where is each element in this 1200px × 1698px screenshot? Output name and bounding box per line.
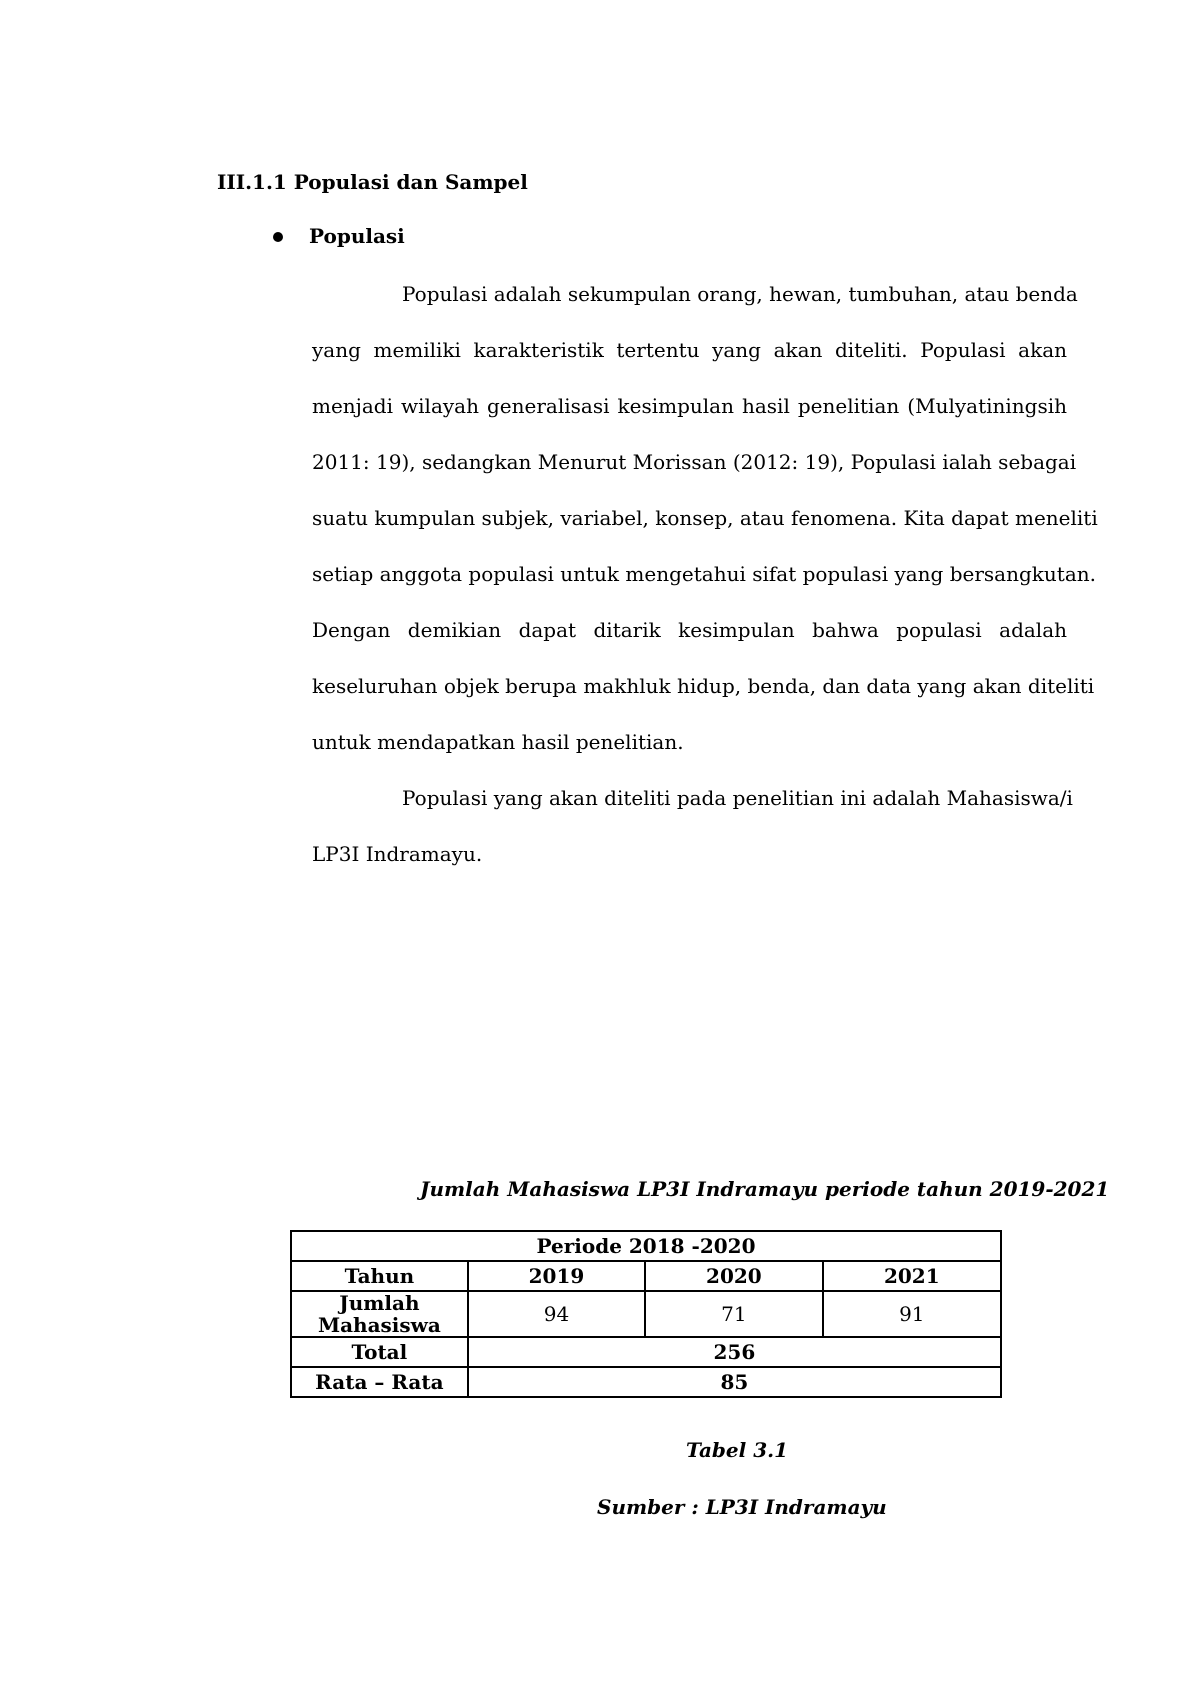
total-label: Total: [291, 1337, 468, 1367]
count-label: Jumlah Mahasiswa: [291, 1291, 468, 1337]
bullet-label: Populasi: [309, 224, 405, 248]
table-row: [291, 1337, 1001, 1367]
section-heading: III.1.1 Populasi dan Sampel: [217, 170, 528, 194]
table-row: [291, 1291, 1001, 1337]
paragraph-line: menjadi wilayah generalisasi kesimpulan hasil penelitian (Mulyatiningsih: [312, 394, 1067, 418]
count-cell: 71: [645, 1291, 822, 1337]
period-header: Periode 2018 -2020: [291, 1231, 1001, 1261]
paragraph-line: Populasi adalah sekumpulan orang, hewan, tumbuhan, atau benda: [402, 282, 1078, 306]
year-cell: 2021: [823, 1261, 1001, 1291]
paragraph-line: LP3I Indramayu.: [312, 842, 483, 866]
table-caption: Tabel 3.1: [686, 1438, 788, 1462]
count-cell: 94: [468, 1291, 645, 1337]
total-value: 256: [468, 1337, 1001, 1367]
source-caption: Sumber : LP3I Indramayu: [597, 1495, 887, 1519]
data-table: [290, 1230, 1002, 1398]
paragraph-line: yang memiliki karakteristik tertentu yang akan diteliti. Populasi akan: [312, 338, 1067, 362]
table-row: [291, 1261, 1001, 1291]
count-cell: 91: [823, 1291, 1001, 1337]
year-cell: 2019: [468, 1261, 645, 1291]
paragraph-line: setiap anggota populasi untuk mengetahui sifat populasi yang bersangkutan.: [312, 562, 1096, 586]
table-row: [291, 1231, 1001, 1261]
bullet-dot-icon: [273, 232, 283, 242]
average-label: Rata – Rata: [291, 1367, 468, 1397]
paragraph-line: untuk mendapatkan hasil penelitian.: [312, 730, 684, 754]
paragraph-line: 2011: 19), sedangkan Menurut Morissan (2012: 19), Populasi ialah sebagai: [312, 450, 1077, 474]
paragraph-line: Dengan demikian dapat ditarik kesimpulan bahwa populasi adalah: [312, 618, 1067, 642]
paragraph-line: Populasi yang akan diteliti pada penelitian ini adalah Mahasiswa/i: [402, 786, 1073, 810]
paragraph-line: keseluruhan objek berupa makhluk hidup, benda, dan data yang akan diteliti: [312, 674, 1095, 698]
average-value: 85: [468, 1367, 1001, 1397]
year-label: Tahun: [291, 1261, 468, 1291]
year-cell: 2020: [645, 1261, 822, 1291]
table-title: Jumlah Mahasiswa LP3I Indramayu periode tahun 2019-2021: [420, 1177, 1110, 1201]
table-row: [291, 1367, 1001, 1397]
paragraph-line: suatu kumpulan subjek, variabel, konsep, atau fenomena. Kita dapat meneliti: [312, 506, 1098, 530]
